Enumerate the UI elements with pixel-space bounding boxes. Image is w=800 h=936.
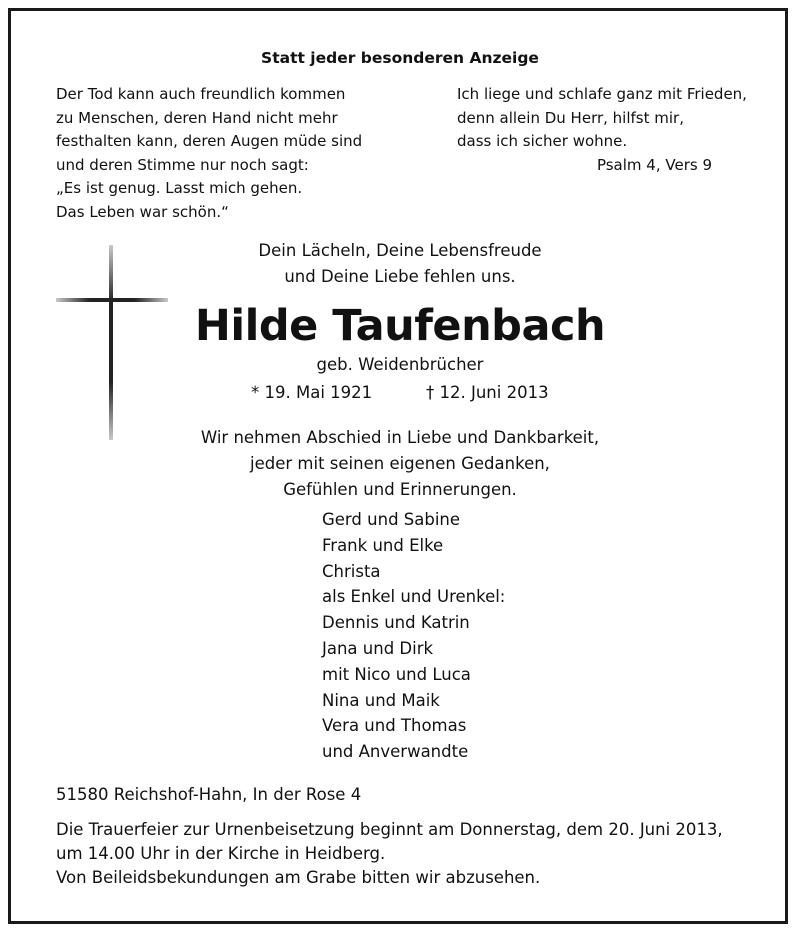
- mourner-entry: und Anverwandte: [322, 742, 469, 762]
- maiden-name: geb. Weidenbrücher: [316, 355, 484, 374]
- poem-left-line: zu Menschen, deren Hand nicht mehr: [56, 108, 338, 127]
- notice-header: Statt jeder besonderen Anzeige: [261, 49, 539, 67]
- poem-left-line: Der Tod kann auch freundlich kommen: [56, 85, 346, 103]
- mourner-entry: Dennis und Katrin: [322, 613, 470, 633]
- farewell-line: Wir nehmen Abschied in Liebe und Dankbarkeit,: [200, 428, 600, 447]
- mourners-list: [322, 507, 505, 765]
- opening-line: Dein Lächeln, Deine Lebensfreude: [258, 241, 542, 260]
- poem-right-line: dass ich sicher wohne.: [457, 132, 628, 150]
- poem-right-line: denn allein Du Herr, hilfst mir,: [457, 108, 684, 127]
- service-line: Von Beileidsbekundungen am Grabe bitten wir abzusehen.: [56, 868, 541, 887]
- mourner-entry: Nina und Maik: [322, 690, 440, 710]
- poem-left-line: „Es ist genug. Lasst mich gehen.: [56, 179, 303, 197]
- mourner-entry: Vera und Thomas: [322, 716, 467, 736]
- service-line: Die Trauerfeier zur Urnenbeisetzung beginnt am Donnerstag, dem 20. Juni 2013,: [56, 820, 723, 839]
- mourner-entry: Christa: [322, 561, 381, 581]
- family-address: 51580 Reichshof-Hahn, In der Rose 4: [56, 785, 362, 804]
- mourner-entry: mit Nico und Luca: [322, 664, 471, 684]
- opening-lines: [0, 238, 800, 290]
- poem-left-line: Das Leben war schön.“: [56, 202, 229, 221]
- farewell-lines: [0, 425, 800, 503]
- service-line: um 14.00 Uhr in der Kirche in Heidberg.: [56, 844, 386, 863]
- farewell-line: jeder mit seinen eigenen Gedanken,: [250, 454, 550, 473]
- poem-left: [56, 83, 416, 224]
- poem-right: [457, 83, 757, 177]
- birth-date: * 19. Mai 1921: [251, 383, 373, 402]
- deceased-name: Hilde Taufenbach: [194, 301, 606, 351]
- poem-left-line: festhalten kann, deren Augen müde sind: [56, 132, 363, 150]
- poem-left-line: und deren Stimme nur noch sagt:: [56, 155, 309, 174]
- death-date: † 12. Juni 2013: [426, 383, 549, 402]
- mourner-entry: Jana und Dirk: [322, 638, 434, 658]
- mourner-entry: Gerd und Sabine: [322, 510, 461, 529]
- mourner-entry: Frank und Elke: [322, 535, 444, 555]
- mourner-entry: als Enkel und Urenkel:: [322, 587, 506, 607]
- service-info: [56, 818, 776, 890]
- farewell-line: Gefühlen und Erinnerungen.: [283, 480, 517, 499]
- psalm-reference: Psalm 4, Vers 9: [596, 155, 712, 174]
- opening-line: und Deine Liebe fehlen uns.: [284, 267, 516, 286]
- poem-right-line: Ich liege und schlafe ganz mit Frieden,: [457, 85, 747, 103]
